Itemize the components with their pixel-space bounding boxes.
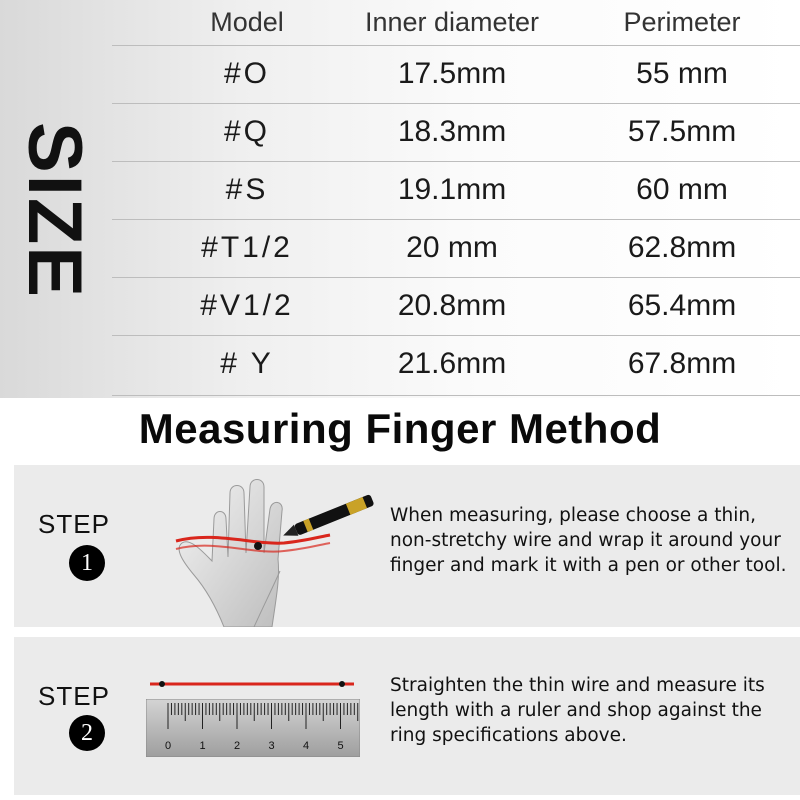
step-2-number-badge: 2 [69,715,105,751]
row-perimeter: 60 mm [636,173,728,206]
row-inner-diameter: 20 mm [406,231,498,264]
ruler-tick-label: 2 [233,740,241,752]
ruler-tick-label: 0 [164,740,172,752]
table-row [112,277,800,334]
table-row [112,45,800,102]
step-2-label: STEP [38,681,110,711]
row-model: # Y [220,347,274,380]
method-title: Measuring Finger Method [138,405,662,452]
hand-wire-illustration [154,479,384,627]
ruler-tick-label: 4 [302,740,310,752]
row-inner-diameter: 21.6mm [397,347,507,380]
table-header [112,0,800,45]
size-side-label: SIZE [11,121,97,299]
table-row [112,103,800,160]
row-model: #V1/2 [200,289,294,322]
step-1-number-badge: 1 [69,545,105,581]
step-1-panel [14,465,800,627]
header-model: Model [210,7,284,37]
row-perimeter: 65.4mm [627,289,737,322]
header-perimeter: Perimeter [623,7,741,37]
straight-wire-illustration [148,675,360,693]
table-row [112,219,800,276]
step-2-panel [14,637,800,795]
header-inner-diameter: Inner diameter [364,7,540,37]
row-model: #Q [223,115,271,148]
ruler-tick-label: 1 [199,740,206,752]
step-1-label: STEP [38,509,110,539]
table-bottom-divider [112,395,800,396]
row-perimeter: 62.8mm [627,231,737,264]
row-inner-diameter: 17.5mm [397,57,507,90]
row-model: #S [225,173,269,206]
table-row [112,161,800,218]
step-2-instructions: Straighten the thin wire and measure its length with a ruler and shop against the ring specifications above. [390,675,765,746]
row-inner-diameter: 18.3mm [397,115,507,148]
row-model: #T1/2 [201,231,293,264]
size-table [112,0,800,398]
row-perimeter: 67.8mm [627,347,737,380]
step-1-instructions: When measuring, please choose a thin, non-stretchy wire and wrap it around your finger and mark it with a pen or other tool. [390,505,787,576]
ruler-illustration [146,699,360,757]
row-model: #O [223,57,271,90]
row-perimeter: 57.5mm [627,115,737,148]
ruler-tick-label: 3 [268,740,275,752]
row-inner-diameter: 20.8mm [397,289,507,322]
table-row [112,335,800,392]
ruler-tick-label: 5 [337,740,344,752]
row-inner-diameter: 19.1mm [397,173,507,206]
row-perimeter: 55 mm [636,57,728,90]
